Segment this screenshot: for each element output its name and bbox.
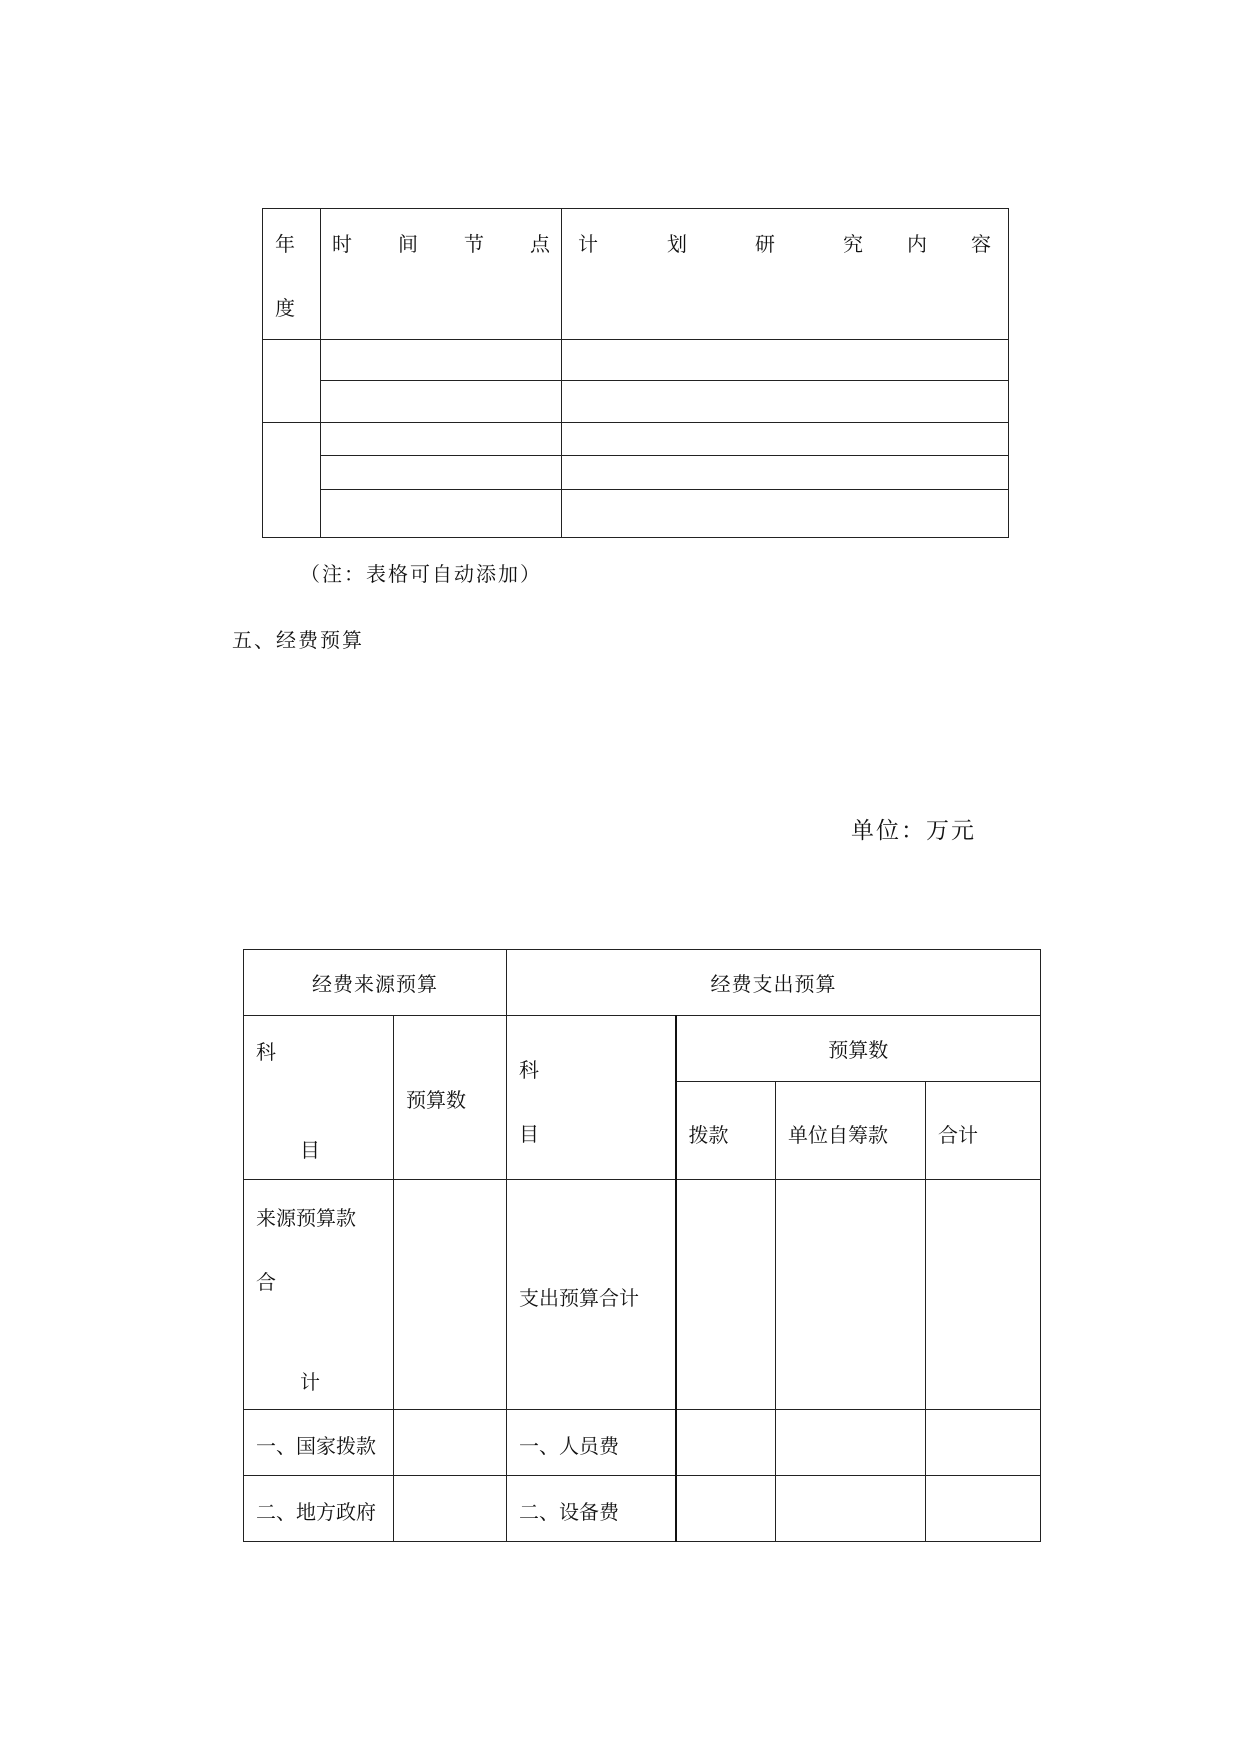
expense-total-text: 支出预算合计: [519, 1286, 639, 1310]
table-cell: [321, 381, 562, 423]
expense-subject-bottom: 目: [519, 1122, 539, 1146]
source-budget-header: [244, 950, 507, 1016]
source-subject-bottom: 目: [300, 1138, 320, 1162]
expense-subject-top: 科: [519, 1058, 539, 1082]
table-cell: [926, 1410, 1041, 1476]
header-year: [263, 209, 321, 340]
header-plan-content: [562, 209, 1009, 340]
table-cell: [321, 456, 562, 490]
header-time-char-3: 节: [464, 232, 484, 256]
source-row-1: [244, 1410, 394, 1476]
table-cell: [562, 340, 1009, 381]
table-cell: [394, 1476, 507, 1542]
source-subject-top: 科: [256, 1040, 276, 1064]
header-time-char-4: 点: [530, 232, 550, 256]
expense-budget-count-header: [676, 1016, 1041, 1082]
table-note: （注：表格可自动添加）: [300, 562, 542, 586]
table-cell: [321, 340, 562, 381]
expense-budget-count-text: 预算数: [828, 1038, 889, 1062]
table-cell: [394, 1410, 507, 1476]
source-total-line-2: 合: [256, 1270, 276, 1294]
expense-row-2: [507, 1476, 676, 1542]
source-budget-count-text: 预算数: [406, 1088, 466, 1112]
header-year-char-1: 年: [275, 232, 295, 256]
expense-subject-header: [507, 1016, 676, 1180]
table-cell: [394, 1180, 507, 1410]
table-cell: [776, 1476, 926, 1542]
schedule-table: [262, 208, 1009, 538]
source-subject-header: [244, 1016, 394, 1180]
source-budget-header-text: 经费来源预算: [312, 972, 438, 996]
header-time-char-1: 时: [332, 232, 352, 256]
table-cell: [926, 1180, 1041, 1410]
col-allocation-text: 拨款: [688, 1123, 729, 1147]
header-time-char-2: 间: [398, 232, 418, 256]
table-cell: [562, 456, 1009, 490]
budget-table: [243, 949, 1041, 1542]
header-plan-char-2: 划: [667, 232, 687, 256]
source-row-2: [244, 1476, 394, 1542]
table-cell: [676, 1180, 776, 1410]
header-plan-char-5: 内: [907, 232, 927, 256]
expense-row-1-text: 一、人员费: [519, 1434, 619, 1458]
header-plan-char-1: 计: [578, 232, 598, 256]
table-cell: [676, 1410, 776, 1476]
year-cell-1: [263, 340, 321, 423]
year-cell-2: [263, 423, 321, 538]
source-total-line-3: 计: [300, 1370, 320, 1394]
table-cell: [562, 381, 1009, 423]
table-cell: [676, 1476, 776, 1542]
table-cell: [776, 1180, 926, 1410]
expense-total-cell: [507, 1180, 676, 1410]
source-total-cell: [244, 1180, 394, 1410]
header-plan-char-3: 研: [755, 232, 775, 256]
source-row-2-text: 二、地方政府: [256, 1500, 376, 1524]
col-self-raised-text: 单位自筹款: [788, 1123, 888, 1147]
source-total-line-1: 来源预算款: [256, 1206, 356, 1230]
expense-budget-header-text: 经费支出预算: [710, 972, 837, 996]
table-cell: [776, 1410, 926, 1476]
col-total-text: 合计: [938, 1123, 978, 1147]
expense-budget-header: [507, 950, 1041, 1016]
header-plan-char-4: 究: [843, 232, 863, 256]
source-budget-count-header: [394, 1016, 507, 1180]
table-cell: [562, 490, 1009, 538]
table-cell: [321, 490, 562, 538]
header-year-char-2: 度: [275, 296, 295, 320]
table-cell: [321, 423, 562, 456]
col-self-raised-header: [776, 1082, 926, 1180]
section-title: 五、经费预算: [232, 628, 364, 652]
col-allocation-header: [676, 1082, 776, 1180]
col-total-header: [926, 1082, 1041, 1180]
unit-label: 单位：万元: [851, 818, 976, 844]
table-cell: [562, 423, 1009, 456]
source-row-1-text: 一、国家拨款: [256, 1434, 376, 1458]
header-time-node: [321, 209, 562, 340]
expense-row-1: [507, 1410, 676, 1476]
expense-row-2-text: 二、设备费: [519, 1500, 619, 1524]
header-plan-char-6: 容: [971, 232, 991, 256]
table-cell: [926, 1476, 1041, 1542]
